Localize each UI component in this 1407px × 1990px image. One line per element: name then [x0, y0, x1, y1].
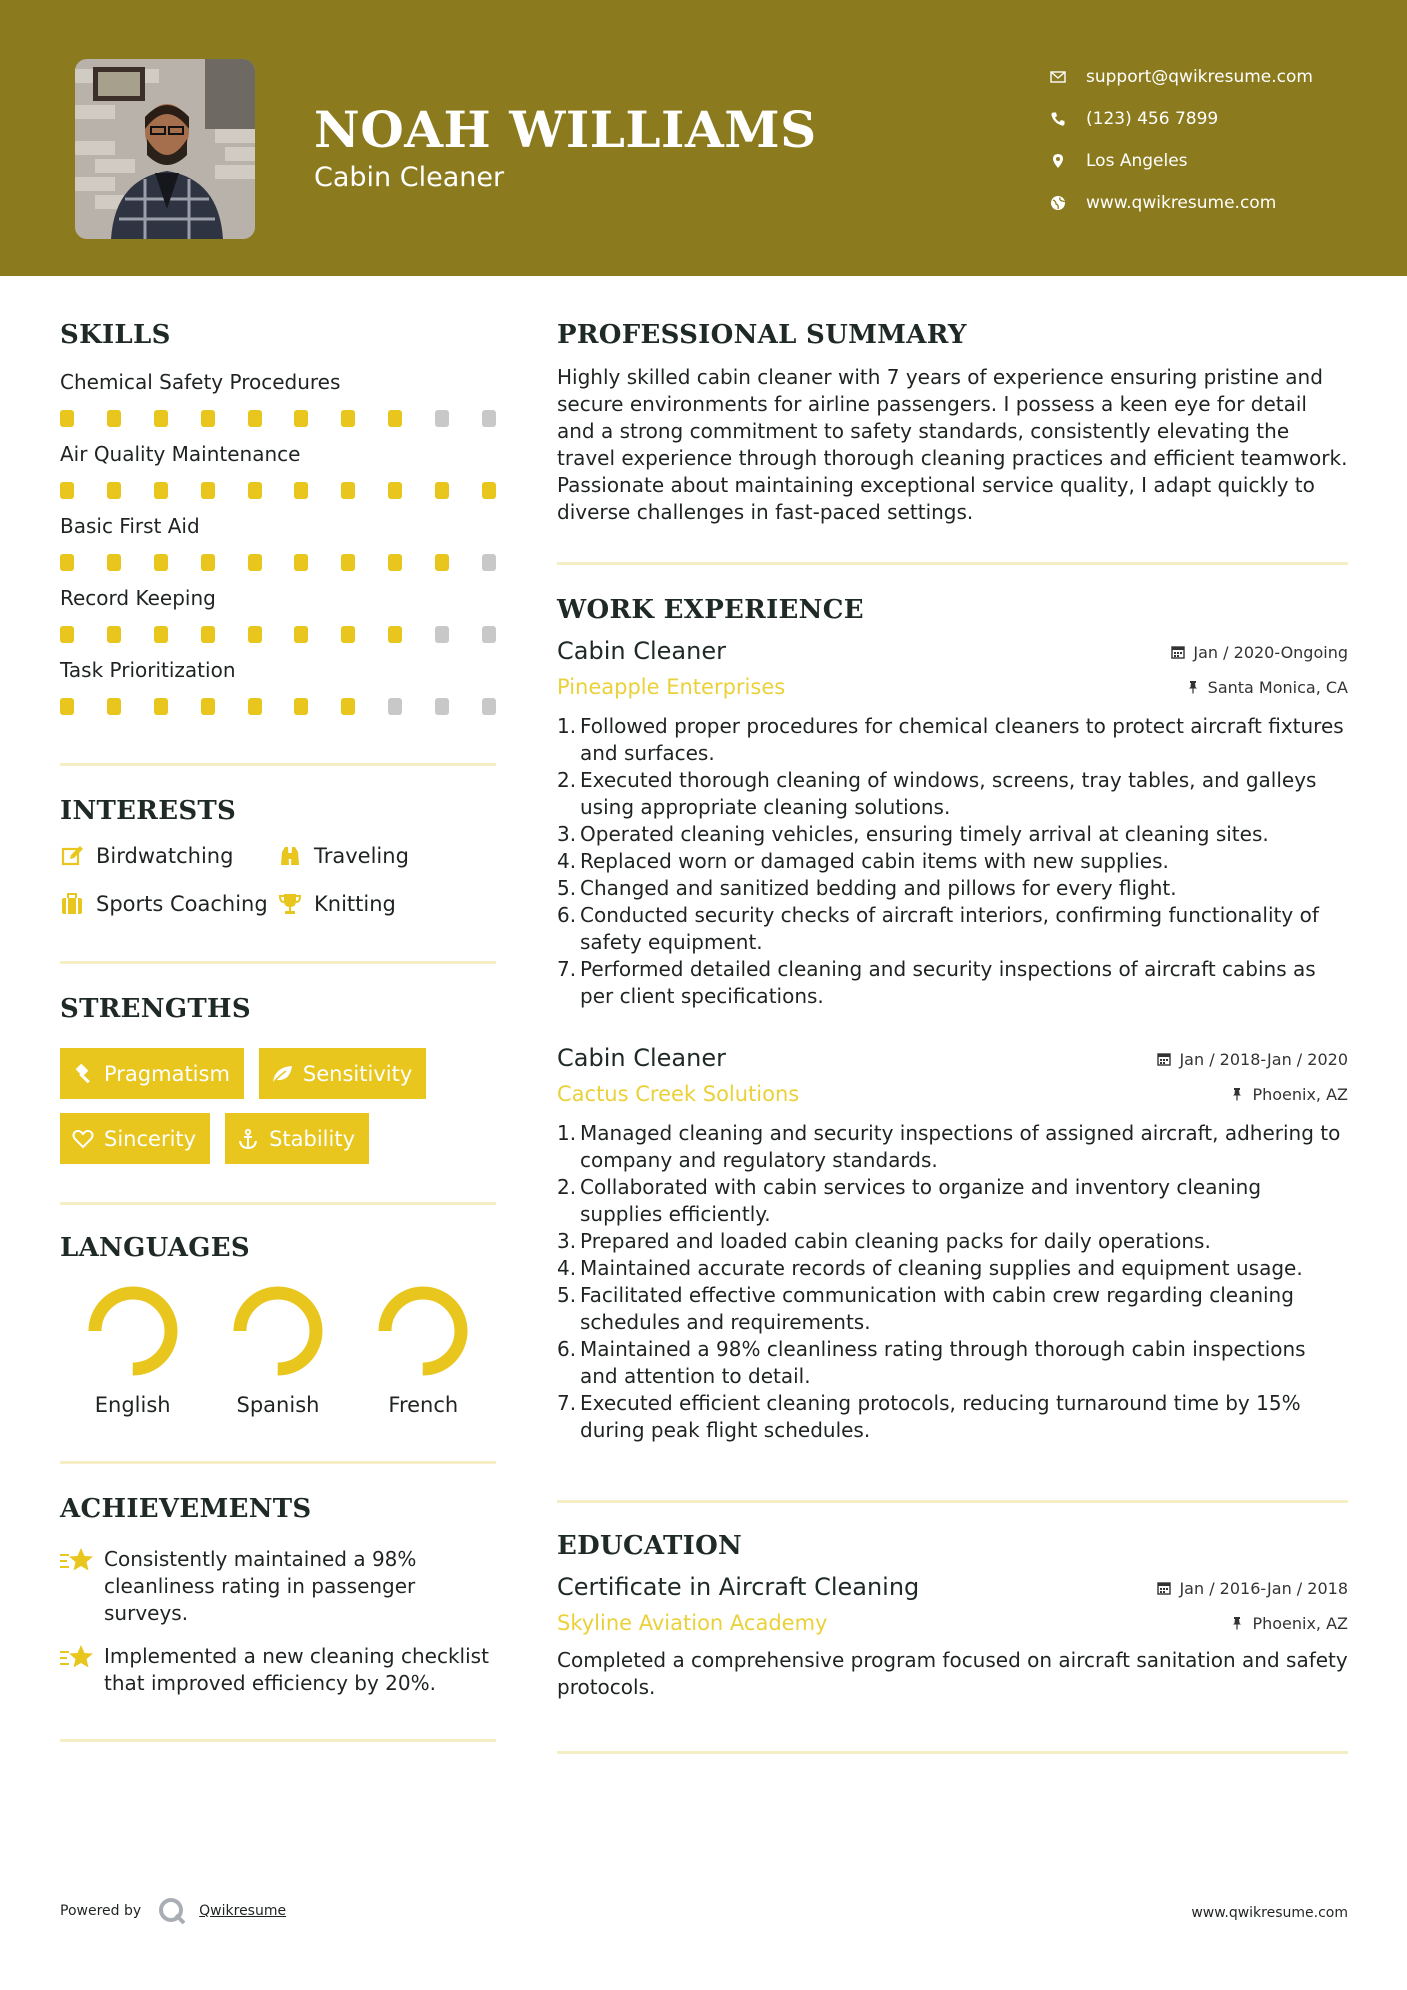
language-name: Spanish [236, 1393, 320, 1417]
skill-dot [60, 410, 74, 427]
binoculars-icon [278, 844, 302, 868]
languages-title: LANGUAGES [60, 1233, 250, 1263]
bullet-text: Performed detailed cleaning and security inspections of aircraft cabins as per client specifications. [580, 957, 1316, 1008]
bullet-number: 3. [557, 1229, 577, 1253]
skill-dot [248, 626, 262, 643]
skill-dot [294, 410, 308, 427]
contact-email-text: support@qwikresume.com [1086, 67, 1313, 87]
skill-dot [201, 626, 215, 643]
interest-item [278, 892, 498, 916]
job-location [1186, 678, 1348, 697]
education-degree: Certificate in Aircraft Cleaning [557, 1573, 920, 1601]
calendar-icon [1157, 1581, 1171, 1595]
job-bullets [557, 1120, 1348, 1444]
bullet-number: 7. [557, 1391, 577, 1415]
job-head [557, 637, 1348, 665]
language-item [60, 1283, 205, 1417]
summary-section [557, 320, 1348, 526]
skill-rating [60, 482, 496, 499]
strength-chip [60, 1048, 244, 1099]
section-divider [60, 763, 496, 766]
job-bullet [557, 767, 1348, 821]
envelope-icon [1050, 69, 1086, 85]
anchor-icon [237, 1128, 259, 1150]
contact-location-text: Los Angeles [1086, 151, 1188, 171]
education-section [557, 1531, 1348, 1701]
profile-photo [75, 59, 255, 239]
bullet-text: Replaced worn or damaged cabin items with new supplies. [580, 849, 1169, 873]
skill-dot [341, 410, 355, 427]
interest-label: Sports Coaching [96, 892, 268, 916]
achievements-title: ACHIEVEMENTS [60, 1494, 312, 1524]
skill-dot [294, 554, 308, 571]
job-bullet [557, 1336, 1348, 1390]
bullet-text: Followed proper procedures for chemical cleaners to protect aircraft fixtures and surfaces. [580, 714, 1344, 765]
job-bullet [557, 1228, 1348, 1255]
jobs-list [557, 637, 1348, 1444]
skills-section [60, 320, 496, 715]
leaf-icon [271, 1063, 293, 1085]
language-item [351, 1283, 496, 1417]
bullet-text: Conducted security checks of aircraft interiors, confirming functionality of safety equipment. [580, 903, 1319, 954]
skill-dot [294, 482, 308, 499]
contact-phone-text: (123) 456 7899 [1086, 109, 1219, 129]
language-ring-arc [95, 1293, 171, 1369]
language-item [205, 1283, 350, 1417]
skill-name: Air Quality Maintenance [60, 442, 301, 466]
skill-dot [107, 410, 121, 427]
skill-dot [201, 698, 215, 715]
job-bullets [557, 713, 1348, 1010]
summary-title: PROFESSIONAL SUMMARY [557, 320, 967, 350]
bullet-number: 6. [557, 1337, 577, 1361]
skill-dot [482, 410, 496, 427]
pencil-square-icon [60, 844, 84, 868]
contact-website-text: www.qwikresume.com [1086, 193, 1277, 213]
left-column [60, 320, 496, 1742]
bullet-number: 4. [557, 849, 577, 873]
pushpin-icon [1230, 1616, 1244, 1630]
strengths-section [60, 994, 496, 1164]
strength-label: Sincerity [104, 1126, 197, 1151]
gavel-icon [72, 1063, 94, 1085]
skill-dot [482, 482, 496, 499]
calendar-icon [1157, 1052, 1171, 1066]
bullet-number: 3. [557, 822, 577, 846]
job-bullet [557, 1174, 1348, 1228]
powered-by-text: Powered by [60, 1903, 142, 1919]
skill-dot [248, 554, 262, 571]
skill-dot [388, 626, 402, 643]
skill-dot [60, 698, 74, 715]
experience-title: WORK EXPERIENCE [557, 595, 864, 625]
job-date [1157, 1050, 1348, 1069]
education-sub [557, 1611, 1348, 1635]
job-bullet [557, 1255, 1348, 1282]
bullet-number: 2. [557, 768, 577, 792]
section-divider [557, 562, 1348, 565]
strength-chip [60, 1113, 210, 1164]
achievement-item [60, 1546, 496, 1627]
achievements-section [60, 1494, 496, 1697]
job-bullet [557, 956, 1348, 1010]
strength-label: Stability [269, 1126, 356, 1151]
experience-section [557, 595, 1348, 1444]
strength-chip [259, 1048, 426, 1099]
job-location [1230, 1085, 1348, 1104]
job-date [1171, 643, 1348, 662]
job-company: Cactus Creek Solutions [557, 1082, 800, 1106]
language-ring [375, 1283, 471, 1379]
skill-dot [294, 626, 308, 643]
bullet-number: 5. [557, 1283, 577, 1307]
skill-dot [388, 554, 402, 571]
interest-label: Birdwatching [96, 844, 234, 868]
candidate-role: Cabin Cleaner [314, 162, 505, 193]
bullet-number: 6. [557, 903, 577, 927]
section-divider [557, 1500, 1348, 1503]
strength-label: Sensitivity [302, 1061, 413, 1086]
skills-list [60, 370, 496, 715]
education-date [1157, 1579, 1348, 1598]
skill-dot [482, 554, 496, 571]
bullet-text: Maintained a 98% cleanliness rating through thorough cabin inspections and attention to detail. [580, 1337, 1306, 1388]
strength-label: Pragmatism [104, 1061, 230, 1086]
bullet-number: 2. [557, 1175, 577, 1199]
achievement-text: Consistently maintained a 98% cleanliness rating in passenger surveys. [104, 1547, 417, 1625]
skill-dot [341, 698, 355, 715]
right-column [557, 320, 1348, 1754]
contact-location [1050, 140, 1313, 182]
job-bullet [557, 713, 1348, 767]
language-ring [85, 1283, 181, 1379]
skill-dot [341, 554, 355, 571]
achievement-item [60, 1643, 496, 1697]
interests-section [60, 796, 496, 916]
job-sub [557, 1082, 1348, 1106]
skill-dot [435, 410, 449, 427]
skill-name: Task Prioritization [60, 658, 236, 682]
qwikresume-logo-icon [157, 1896, 187, 1926]
bullet-text: Facilitated effective communication with cabin crew regarding cleaning schedules and requirements. [580, 1283, 1294, 1334]
heart-icon [72, 1128, 94, 1150]
job-bullet [557, 848, 1348, 875]
profile-photo-image [75, 59, 255, 239]
skill-name: Basic First Aid [60, 514, 200, 538]
job-date-text: Jan / 2020-Ongoing [1193, 642, 1348, 662]
interest-item [60, 844, 278, 868]
skill-dot [60, 554, 74, 571]
skill-dot [107, 698, 121, 715]
language-ring-arc [240, 1293, 316, 1369]
pushpin-icon [1230, 1087, 1244, 1101]
job-sub [557, 675, 1348, 699]
footer-website[interactable]: www.qwikresume.com [1191, 1905, 1348, 1921]
interest-item [278, 844, 498, 868]
skill-dot [107, 482, 121, 499]
skill-dot [435, 698, 449, 715]
language-name: English [94, 1393, 171, 1417]
section-divider [60, 1739, 496, 1742]
section-divider [60, 1202, 496, 1205]
education-head [557, 1573, 1348, 1601]
job-bullet [557, 875, 1348, 902]
bullet-number: 7. [557, 957, 577, 981]
interest-label: Knitting [314, 892, 396, 916]
bullet-text: Executed thorough cleaning of windows, screens, tray tables, and galleys using appropriate cleaning solutions. [580, 768, 1317, 819]
map-pin-icon [1050, 153, 1086, 169]
bullet-text: Prepared and loaded cabin cleaning packs for daily operations. [580, 1229, 1211, 1253]
job-entry [557, 637, 1348, 1010]
language-ring-arc [385, 1293, 461, 1369]
skill-dot [154, 626, 168, 643]
skill-name: Chemical Safety Procedures [60, 370, 341, 394]
section-divider [60, 961, 496, 964]
education-date-text: Jan / 2016-Jan / 2018 [1179, 1578, 1348, 1598]
phone-icon [1050, 111, 1086, 127]
bullet-number: 4. [557, 1256, 577, 1280]
languages-list [60, 1283, 496, 1417]
strengths-title: STRENGTHS [60, 994, 251, 1024]
footer-powered-by [60, 1896, 286, 1926]
bullet-text: Executed efficient cleaning protocols, reducing turnaround time by 15% during peak flight schedules. [580, 1391, 1301, 1442]
skill-dot [154, 554, 168, 571]
skill-dot [248, 410, 262, 427]
skill-rating [60, 554, 496, 571]
education-description: Completed a comprehensive program focused on aircraft sanitation and safety protocols. [557, 1648, 1348, 1699]
skill-dot [60, 482, 74, 499]
skill-dot [388, 698, 402, 715]
strength-chip [225, 1113, 369, 1164]
summary-text: Highly skilled cabin cleaner with 7 years of experience ensuring pristine and secure environments for airline passengers. I possess a keen eye for detail and a strong commitment to safety standards, consistently elevating the travel experience through thorough cleaning practices and efficient teamwork. Passionate about maintaining exceptional service quality, I adapt quickly to diverse challenges in fast-paced settings. [557, 365, 1348, 524]
interests-list [60, 844, 496, 916]
languages-section [60, 1233, 496, 1417]
briefcase-icon [60, 892, 84, 916]
skill-rating [60, 698, 496, 715]
skill-dot [482, 698, 496, 715]
bullet-number: 1. [557, 1121, 577, 1145]
resume-header [0, 0, 1407, 276]
achievement-text: Implemented a new cleaning checklist that improved efficiency by 20%. [104, 1644, 489, 1695]
skill-dot [201, 482, 215, 499]
star-icon [60, 1643, 94, 1673]
skill-rating [60, 626, 496, 643]
skill-dot [154, 410, 168, 427]
job-company: Pineapple Enterprises [557, 675, 786, 699]
bullet-text: Collaborated with cabin services to organize and inventory cleaning supplies efficiently. [580, 1175, 1262, 1226]
contact-list [1050, 56, 1313, 224]
bullet-text: Managed cleaning and security inspections of assigned aircraft, adhering to company and regulatory standards. [580, 1121, 1341, 1172]
skill-dot [435, 554, 449, 571]
job-bullet [557, 1120, 1348, 1174]
strengths-row [60, 1113, 496, 1164]
skills-title: SKILLS [60, 320, 171, 350]
contact-email[interactable] [1050, 56, 1313, 98]
skill-dot [341, 626, 355, 643]
skill-dot [294, 698, 308, 715]
bullet-number: 5. [557, 876, 577, 900]
skill-dot [388, 482, 402, 499]
education-school: Skyline Aviation Academy [557, 1611, 828, 1635]
job-bullet [557, 821, 1348, 848]
job-date-text: Jan / 2018-Jan / 2020 [1179, 1049, 1348, 1069]
contact-website[interactable] [1050, 182, 1313, 224]
skill-dot [482, 626, 496, 643]
job-location-text: Phoenix, AZ [1252, 1084, 1348, 1104]
bullet-text: Changed and sanitized bedding and pillows for every flight. [580, 876, 1177, 900]
pushpin-icon [1186, 680, 1200, 694]
section-divider [60, 1461, 496, 1464]
language-name: French [388, 1393, 459, 1417]
interest-item [60, 892, 278, 916]
education-location [1230, 1614, 1348, 1633]
skill-dot [388, 410, 402, 427]
job-bullet [557, 1282, 1348, 1336]
skill-name: Record Keeping [60, 586, 216, 610]
skill-dot [60, 626, 74, 643]
bullet-text: Maintained accurate records of cleaning supplies and equipment usage. [580, 1256, 1303, 1280]
job-bullet [557, 1390, 1348, 1444]
skill-dot [435, 482, 449, 499]
interests-title: INTERESTS [60, 796, 237, 826]
star-icon [60, 1546, 94, 1576]
skill-dot [201, 554, 215, 571]
interest-label: Traveling [314, 844, 409, 868]
language-ring [230, 1283, 326, 1379]
skill-dot [248, 698, 262, 715]
skill-dot [154, 482, 168, 499]
skill-dot [107, 554, 121, 571]
skill-dot [154, 698, 168, 715]
contact-phone[interactable] [1050, 98, 1313, 140]
education-title: EDUCATION [557, 1531, 743, 1561]
job-bullet [557, 902, 1348, 956]
globe-icon [1050, 195, 1086, 211]
skill-dot [341, 482, 355, 499]
job-title: Cabin Cleaner [557, 637, 726, 665]
candidate-name: NOAH WILLIAMS [314, 100, 817, 159]
skill-dot [248, 482, 262, 499]
skill-rating [60, 410, 496, 427]
strengths-row [60, 1048, 496, 1099]
brand-link[interactable]: Qwikresume [199, 1903, 287, 1919]
calendar-icon [1171, 645, 1185, 659]
skill-dot [201, 410, 215, 427]
job-head [557, 1044, 1348, 1072]
bullet-text: Operated cleaning vehicles, ensuring timely arrival at cleaning sites. [580, 822, 1269, 846]
trophy-icon [278, 892, 302, 916]
job-location-text: Santa Monica, CA [1207, 677, 1348, 697]
job-entry [557, 1044, 1348, 1444]
bullet-number: 1. [557, 714, 577, 738]
skill-dot [435, 626, 449, 643]
skill-dot [107, 626, 121, 643]
job-title: Cabin Cleaner [557, 1044, 726, 1072]
education-location-text: Phoenix, AZ [1252, 1613, 1348, 1633]
section-divider [557, 1751, 1348, 1754]
